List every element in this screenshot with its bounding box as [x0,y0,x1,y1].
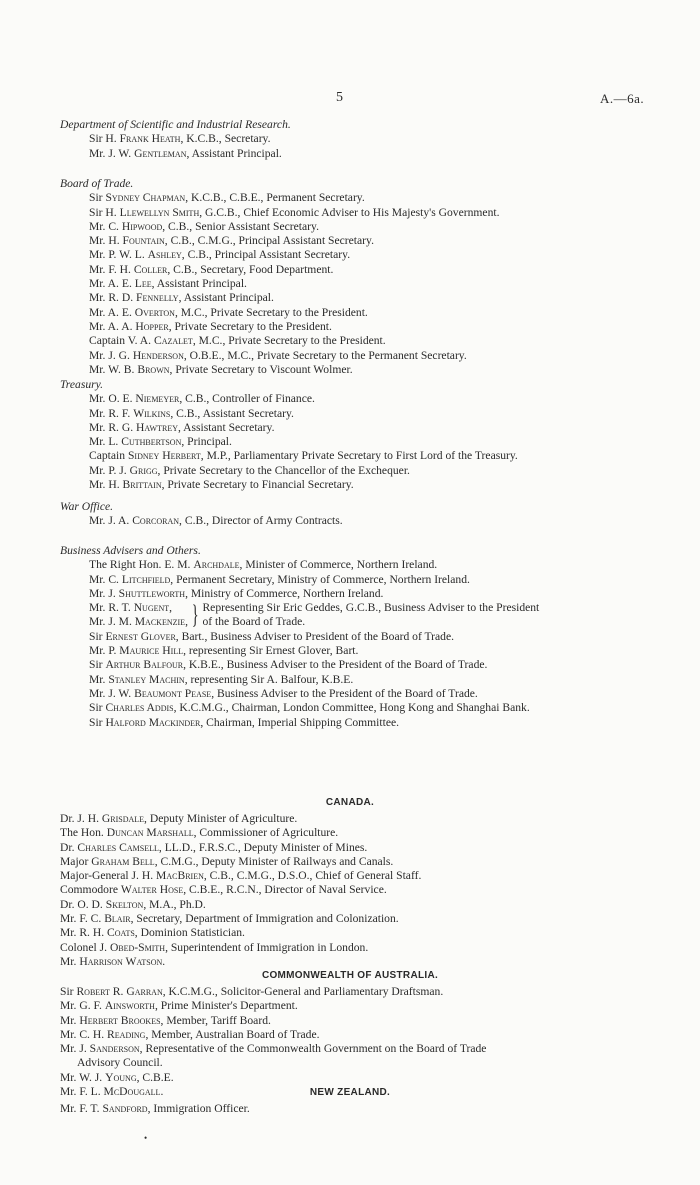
entry [60,220,680,234]
document-reference: A.—6a. [600,91,645,106]
entry [60,985,680,999]
entry-name: Brittain [122,478,162,492]
entry-rest: , Deputy Minister of Agriculture. [144,812,298,825]
entry-prefix: Mr. G. F. [60,999,102,1013]
entry [60,349,680,363]
entry-prefix: Mr. P. [89,644,117,658]
entry [60,320,680,334]
entry-prefix: Mr. R. T. [89,601,131,615]
entry-name: Litchfield [121,572,171,586]
entry-name: Stanley Machin [108,672,185,686]
entry-name: Ashley [147,248,182,262]
entry-list [60,630,680,730]
entry-name: Ainsworth [104,999,155,1013]
entry [60,206,680,220]
entry-prefix: Mr. F. H. [89,262,131,276]
entry-name: Beaumont Pease [134,686,212,700]
entry-prefix: Mr. W. J. [60,1070,103,1084]
entry-rest: , Private Secretary to Viscount Wolmer. [169,362,353,376]
entry-prefix: Mr. A. E. [89,305,132,319]
entry-prefix: Mr. J. [89,586,116,600]
entry-name: Obed-Smith [109,940,166,954]
entry-rest: , representing Sir Ernest Glover, Bart. [183,644,359,658]
entry-name: Llewellyn Smith [119,205,200,219]
entry [60,883,680,897]
entry [60,363,680,377]
entry-name: Ernest Glover [105,629,176,643]
entry-rest: , Prime Minister's Department. [154,999,298,1013]
entry-prefix: Sir H. [89,205,117,219]
entry [60,673,680,687]
entry-name: Fennelly [136,291,179,305]
entry-prefix: Sir [89,629,103,643]
section-heading: Business Advisers and Others. [60,544,201,557]
entry-prefix: Mr. C. [89,572,119,586]
entry-prefix: Mr. J. M. [89,615,132,629]
entry-name: Hopper [135,319,169,333]
section-business-advisers [60,544,680,730]
section-australia [60,985,680,1099]
entry-prefix: Mr. P. J. [89,463,127,477]
entry-prefix: Mr. [60,954,77,968]
entry [60,898,680,912]
entry [60,587,680,601]
entry-rest: , [169,601,173,615]
entry [60,248,680,262]
entry-prefix: Mr. C. [89,219,119,233]
entry [60,841,680,855]
section-heading: War Office. [60,500,114,513]
entry-rest: , Minister of Commerce, Northern Ireland. [239,558,438,572]
entry [60,306,680,320]
entry-rest: , LL.D., F.R.S.C., Deputy Minister of Mines. [158,840,368,854]
entry-prefix: Mr. C. H. [60,1027,105,1041]
entry-name: Sanderson [89,1042,140,1056]
entry [60,812,680,826]
entry-rest: , representing Sir A. Balfour, K.B.E. [184,672,354,686]
entry-list [60,985,680,1042]
entry [60,941,680,955]
entry [89,615,188,629]
entry-prefix: Mr. H. [89,234,120,248]
entry [60,514,680,528]
entry-prefix: Captain V. A. [89,334,152,348]
section-heading: Board of Trade. [60,177,134,190]
entry-prefix: Sir H. [89,132,117,146]
entry [60,701,680,715]
entry-prefix: Mr. J. W. [89,686,132,700]
entry [60,716,680,730]
entry-name: Fountain [122,234,165,248]
section-heading: Department of Scientific and Industrial Research. [60,118,291,131]
entry-rest: , C.B., Secretary, Food Department. [167,262,334,276]
entry-name: Charles Camsell [77,840,159,854]
entry-rest: , C.B., Director of Army Contracts. [179,514,343,528]
entry-prefix: Major [60,854,89,868]
entry [60,999,680,1013]
entry-name: McDougall [103,1085,161,1099]
entry-name: Skelton [105,897,144,911]
entry-prefix: Mr. F. C. [60,912,102,926]
entry-name: Herbert Brookes [79,1013,161,1027]
entry-name: Henderson [132,348,184,362]
entry-prefix: Mr. J. [60,1042,87,1056]
entry-rest: , Assistant Principal. [186,146,282,160]
entry-rest: , Member, Australian Board of Trade. [145,1027,320,1041]
entry-rest: , Permanent Secretary, Ministry of Commerce, Northern Ireland. [170,572,470,586]
entry-rest: , C.B., Assistant Secretary. [170,406,294,420]
entry-rest: , Bart., Business Adviser to President of the Board of Trade. [175,629,455,643]
entry [60,687,680,701]
entry-name: Grisdale [101,812,145,825]
section-dsir [60,118,680,161]
entry-name: Brown [137,362,170,376]
entry [60,334,680,348]
entry-name: Duncan Marshall [106,826,194,840]
entry [60,855,680,869]
entry-rest: , K.B.E., Business Adviser to the President of the Board of Trade. [183,658,488,672]
entry-prefix: Mr. O. E. [89,392,133,406]
entry-name: Charles Addis [105,701,174,715]
entry-rest: , K.C.M.G., Solicitor-General and Parliamentary Draftsman. [162,985,444,998]
bracket-note [202,601,539,630]
entry [60,132,680,146]
entry-prefix: Mr. J. W. [89,146,132,160]
entry-rest: , Private Secretary to the President. [168,319,332,333]
entry [60,558,680,572]
entry-name: MacBrien [156,869,204,883]
entry-continuation: Advisory Council. [77,1056,163,1070]
entry-name: Young [105,1070,137,1084]
entry-name: Lee [134,277,152,291]
entry [60,644,680,658]
entry [60,435,680,449]
entry [60,191,680,205]
entry-rest: , Principal. [181,435,232,449]
entry [60,1028,680,1042]
entry-list [60,1102,680,1116]
entry-name: Harrison Watson [79,954,163,968]
entry [60,449,680,463]
entry [60,291,680,305]
entry-prefix: Commodore [60,883,118,897]
entry-name: Maurice Hill [119,644,184,658]
entry-prefix: Sir [60,985,74,998]
entry-prefix: Mr. R. D. [89,291,134,305]
entry-prefix: Mr. J. G. [89,348,130,362]
entry [60,392,680,406]
entry-list [60,558,680,601]
entry-prefix: Mr. L. [89,435,119,449]
entry-prefix: Colonel J. [60,940,108,954]
entry-name: Grigg [129,463,158,477]
entry-prefix: The Hon. [60,826,104,840]
entry-rest: . [160,1085,164,1099]
entry [60,630,680,644]
entry-prefix: Sir [89,658,103,672]
entry-name: Overton [134,305,175,319]
entry-rest: , Representative of the Commonwealth Government on the Board of Trade [139,1042,487,1056]
entry-prefix: Mr. A. A. [89,319,133,333]
entry-rest: , Immigration Officer. [147,1102,250,1115]
entry-list [60,191,680,377]
section-heading: Treasury. [60,378,104,391]
bracket-names [89,601,188,630]
entry-prefix: Mr. P. W. L. [89,248,145,262]
entry-name: Gentleman [134,146,187,160]
bracket-note-line: Representing Sir Eric Geddes, G.C.B., Business Adviser to the President [202,601,540,615]
entry-rest: , O.B.E., M.C., Private Secretary to the Permanent Secretary. [183,348,467,362]
entry-rest: , Assistant Secretary. [178,420,275,434]
entry-name: Hawtrey [136,420,178,434]
entry-rest: , Ministry of Commerce, Northern Ireland. [185,586,384,600]
entry [60,147,680,161]
entry-rest: , Member, Tariff Board. [160,1013,271,1027]
entry-prefix: The Right Hon. E. M. [89,558,191,572]
entry [60,869,680,883]
page-number: 5 [336,90,343,105]
entry-rest: , Private Secretary to the Chancellor of the Exchequer. [157,463,410,477]
entry-rest: , G.C.B., Chief Economic Adviser to His Majesty's Government. [199,205,500,219]
entry-prefix: Sir [89,701,103,715]
entry-name: Sydney Chapman [105,191,186,205]
entry-name: Walter Hose [120,883,184,897]
bracket-note-line: of the Board of Trade. [202,615,306,629]
entry-rest: , Assistant Principal. [178,291,274,305]
entry-rest: , Secretary, Department of Immigration and Colonization. [130,912,399,926]
entry-list [60,812,680,969]
entry-rest: , M.C., Private Secretary to the President. [174,305,368,319]
entry-name: Corcoran [132,514,180,528]
bracketed-entry [60,601,680,630]
entry-prefix: Sir [89,715,103,729]
entry-rest: , C.B., C.M.G., D.S.O., Chief of General Staff. [203,869,422,883]
entry [60,407,680,421]
entry-name: Hipwood [121,219,163,233]
section-board-of-trade [60,177,680,377]
entry [60,464,680,478]
entry-prefix: Captain [89,449,126,463]
entry-rest: , Assistant Principal. [151,277,247,291]
entry-rest: , C.B., Principal Assistant Secretary. [181,248,351,262]
entry-rest: , Dominion Statistician. [134,926,245,940]
entry-rest: , Chairman, Imperial Shipping Committee. [200,715,400,729]
entry-name: Coller [133,262,168,276]
entry-rest: , C.B., C.M.G., Principal Assistant Secretary. [164,234,374,248]
entry-rest: , K.C.M.G., Chairman, London Committee, Hong Kong and Shanghai Bank. [173,701,530,715]
entry [60,1071,680,1085]
entry-name: Mackenzie [134,615,186,629]
entry [60,658,680,672]
entry-prefix: Mr. R. F. [89,406,131,420]
entry [60,1102,680,1116]
entry [89,601,188,615]
entry-rest: , Business Adviser to the President of the Board of Trade. [211,686,478,700]
section-title-canada: CANADA. [325,797,375,808]
entry-prefix: Mr. A. E. [89,277,132,291]
entry-rest: , K.C.B., Secretary. [180,132,271,146]
entry [60,826,680,840]
section-title-new-zealand: NEW ZEALAND. [309,1087,391,1098]
entry-name: Graham Bell [91,854,155,868]
section-treasury [60,378,680,492]
entry [60,573,680,587]
entry-rest: , C.B., Senior Assistant Secretary. [162,219,319,233]
entry-rest: , M.A., Ph.D. [143,897,206,911]
entry [60,926,680,940]
entry-name: Frank Heath [119,132,181,146]
entry-rest: , M.P., Parliamentary Private Secretary to First Lord of the Treasury. [200,449,518,463]
entry-name: Robert R. Garran [76,985,163,998]
entry [60,955,680,969]
entry-rest: , [185,615,188,629]
entry-prefix: Mr. J. A. [89,514,130,528]
entry-prefix: Mr. F. T. [60,1102,100,1115]
entry-rest: , M.C., Private Secretary to the President. [192,334,386,348]
entry-name: Cazalet [153,334,193,348]
entry-prefix: Mr. [60,1013,77,1027]
entry-prefix: Mr. [89,672,106,686]
entry-rest: , K.C.B., C.B.E., Permanent Secretary. [185,191,365,205]
entry [60,1014,680,1028]
entry [60,478,680,492]
entry-rest: , Private Secretary to Financial Secretary. [161,478,354,492]
entry [60,263,680,277]
entry-prefix: Dr. [60,840,75,854]
entry [60,234,680,248]
entry [60,1042,620,1056]
entry-rest: , C.B.E., R.C.N., Director of Naval Service. [183,883,387,897]
entry-prefix: Dr. J. H. [60,812,99,825]
entry-name: Niemeyer [135,392,180,406]
wrapped-entry [60,1042,620,1071]
entry [60,912,680,926]
entry-rest: , Commissioner of Agriculture. [193,826,339,840]
entry-list [60,392,680,492]
entry-prefix: Sir [89,191,103,205]
entry-rest: . [162,954,166,968]
brace-icon: } [191,600,199,630]
entry-prefix: Mr. H. [89,478,120,492]
entry-name: Archdale [193,558,240,572]
entry-name: Coats [107,926,135,940]
entry-rest: , Superintendent of Immigration in London. [165,940,369,954]
entry-rest: , C.B., Controller of Finance. [179,392,315,406]
entry-rest: , C.B.E. [136,1070,174,1084]
entry-name: Reading [107,1027,146,1041]
entry-name: Sidney Herbert [127,449,201,463]
entry-name: Wilkins [133,406,171,420]
entry-name: Cuthbertson [121,435,182,449]
entry-prefix: Major-General J. H. [60,869,154,883]
entry-list [60,514,680,528]
entry-name: Nugent [133,601,170,615]
entry-name: Halford Mackinder [105,715,201,729]
entry-name: Blair [104,912,131,926]
entry-prefix: Dr. O. D. [60,897,103,911]
entry-name: Shuttleworth [118,586,186,600]
entry-prefix: Mr. R. G. [89,420,134,434]
entry-name: Sandford [102,1102,148,1115]
entry-rest: , C.M.G., Deputy Minister of Railways and Canals. [154,854,394,868]
section-new-zealand [60,1102,680,1116]
entry-name: Arthur Balfour [105,658,184,672]
entry [60,277,680,291]
section-war-office [60,500,680,529]
entry-prefix: Mr. R. H. [60,926,105,940]
section-canada [60,812,680,969]
entry-list [60,132,680,161]
entry-prefix: Mr. W. B. [89,362,135,376]
section-title-australia: COMMONWEALTH OF AUSTRALIA. [261,970,439,981]
entry-prefix: Mr. F. L. [60,1085,101,1099]
stray-mark: • [144,1133,148,1143]
entry [60,421,680,435]
